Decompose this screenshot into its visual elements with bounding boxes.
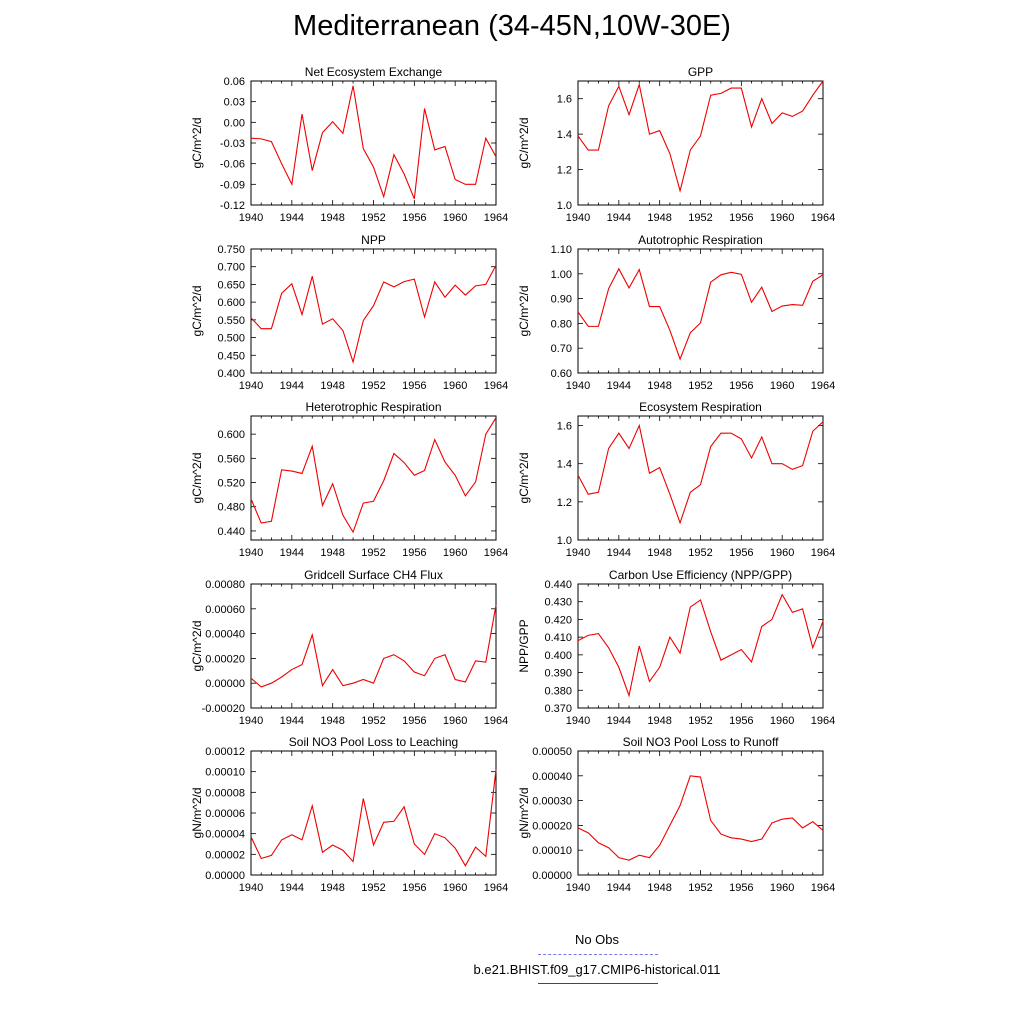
x-tick-label: 1952: [361, 547, 386, 559]
x-tick-label: 1956: [729, 715, 754, 727]
x-tick-label: 1940: [565, 547, 591, 559]
chart-title: Soil NO3 Pool Loss to Runoff: [622, 735, 779, 749]
x-tick-label: 1944: [606, 212, 632, 224]
y-tick-label: 0.00000: [532, 870, 572, 882]
y-tick-label: 1.00: [550, 268, 572, 281]
y-tick-label: 0.00020: [205, 653, 245, 666]
x-tick-label: 1964: [810, 715, 836, 727]
y-tick-label: 0.00002: [205, 849, 245, 862]
x-tick-label: 1956: [402, 212, 427, 224]
y-tick-label: 0.00004: [205, 828, 245, 841]
y-tick-label: 0.600: [217, 429, 245, 442]
y-tick-label: 1.2: [556, 164, 572, 177]
chart-panel-8: [517, 568, 835, 727]
x-tick-label: 1940: [238, 547, 264, 559]
x-tick-label: 1960: [442, 212, 468, 224]
y-tick-label: 0.00000: [205, 870, 245, 882]
series-line: [578, 776, 823, 860]
y-axis-label: gN/m^2/d: [190, 787, 204, 839]
x-tick-label: 1964: [483, 547, 509, 559]
y-tick-label: 0.400: [217, 368, 245, 380]
x-tick-label: 1940: [238, 212, 264, 224]
y-tick-label: 0.500: [217, 332, 245, 345]
y-tick-label: -0.09: [219, 179, 245, 192]
x-tick-label: 1952: [688, 715, 713, 727]
y-tick-label: 1.6: [556, 420, 572, 433]
x-tick-label: 1948: [647, 715, 672, 727]
y-tick-label: 0.650: [217, 279, 245, 292]
x-tick-label: 1952: [688, 380, 713, 392]
chart-panel-7: [190, 568, 508, 727]
chart-title: Heterotrophic Respiration: [305, 400, 442, 414]
chart-title: Ecosystem Respiration: [639, 400, 762, 414]
y-tick-label: 0.450: [217, 350, 245, 363]
series-line: [578, 269, 823, 359]
y-tick-label: 0.400: [544, 649, 572, 662]
y-axis-label: gC/m^2/d: [190, 452, 204, 504]
x-tick-label: 1948: [320, 882, 345, 894]
y-tick-label: 0.00010: [205, 766, 245, 779]
y-tick-label: 0.390: [544, 667, 572, 680]
series-line: [578, 422, 823, 523]
y-tick-label: 0.700: [217, 261, 245, 274]
x-tick-label: 1948: [647, 380, 672, 392]
chart-panel-3: [190, 233, 508, 392]
figure-title: Mediterranean (34-45N,10W-30E): [293, 10, 731, 42]
y-tick-label: 1.6: [556, 93, 572, 106]
x-tick-label: 1956: [729, 212, 754, 224]
x-tick-label: 1948: [320, 715, 345, 727]
plot-frame: [251, 584, 496, 708]
x-tick-label: 1952: [361, 212, 386, 224]
y-tick-label: 0.80: [550, 318, 572, 331]
x-tick-label: 1944: [279, 715, 305, 727]
chart-panel-10: [517, 735, 835, 894]
x-tick-label: 1944: [606, 380, 632, 392]
legend-line-model-run: [538, 983, 658, 984]
x-tick-label: 1964: [810, 547, 836, 559]
y-tick-label: 0.00040: [205, 628, 245, 641]
series-line: [251, 770, 496, 866]
x-tick-label: 1956: [729, 547, 754, 559]
series-line: [251, 86, 496, 199]
y-tick-label: 0.60: [550, 368, 572, 380]
y-tick-label: -0.03: [219, 138, 245, 150]
x-tick-label: 1956: [402, 715, 427, 727]
y-tick-label: 0.00006: [205, 808, 245, 820]
y-tick-label: 0.600: [217, 297, 245, 310]
series-line: [251, 265, 496, 362]
y-tick-label: 1.4: [556, 129, 572, 142]
chart-title: Carbon Use Efficiency (NPP/GPP): [608, 568, 793, 582]
x-tick-label: 1960: [442, 715, 468, 727]
y-tick-label: 1.0: [556, 200, 572, 212]
plot-frame: [578, 416, 823, 540]
y-tick-label: 0.410: [544, 632, 572, 645]
y-tick-label: 0.00060: [205, 603, 245, 616]
y-tick-label: 0.440: [544, 579, 572, 591]
x-tick-label: 1952: [688, 212, 713, 224]
x-tick-label: 1948: [320, 380, 345, 392]
y-tick-label: 0.430: [544, 596, 572, 609]
y-tick-label: 0.00050: [532, 746, 572, 758]
x-tick-label: 1956: [402, 380, 427, 392]
x-tick-label: 1964: [483, 212, 509, 224]
x-tick-label: 1960: [769, 882, 795, 894]
y-tick-label: 0.00008: [205, 787, 245, 800]
y-tick-label: 0.00000: [205, 678, 245, 691]
chart-title: Autotrophic Respiration: [638, 233, 763, 247]
chart-panel-1: [190, 65, 508, 224]
plot-frame: [251, 416, 496, 540]
x-tick-label: 1940: [565, 380, 591, 392]
y-tick-label: 0.00080: [205, 579, 245, 591]
y-tick-label: 0.480: [217, 501, 245, 514]
x-tick-label: 1964: [483, 380, 509, 392]
x-tick-label: 1956: [402, 882, 427, 894]
y-tick-label: 0.550: [217, 314, 245, 327]
chart-title: GPP: [687, 65, 714, 79]
x-tick-label: 1944: [279, 547, 305, 559]
x-tick-label: 1952: [361, 882, 386, 894]
x-tick-label: 1944: [606, 547, 632, 559]
plot-frame: [251, 751, 496, 875]
chart-title: Gridcell Surface CH4 Flux: [304, 568, 443, 582]
series-line: [578, 595, 823, 696]
x-tick-label: 1940: [565, 212, 591, 224]
y-tick-label: 0.00040: [532, 770, 572, 783]
x-tick-label: 1964: [810, 882, 836, 894]
y-axis-label: gC/m^2/d: [190, 117, 204, 169]
x-tick-label: 1948: [647, 547, 672, 559]
x-tick-label: 1960: [769, 380, 795, 392]
x-tick-label: 1944: [606, 715, 632, 727]
y-tick-label: 0.90: [550, 293, 572, 306]
chart-title: Soil NO3 Pool Loss to Leaching: [288, 735, 459, 749]
chart-panel-6: [517, 400, 835, 559]
y-tick-label: 0.00012: [205, 746, 245, 758]
y-tick-label: 1.4: [556, 458, 572, 471]
x-tick-label: 1960: [442, 547, 468, 559]
x-tick-label: 1944: [279, 212, 305, 224]
plot-frame: [578, 751, 823, 875]
y-tick-label: 0.380: [544, 685, 572, 698]
y-axis-label: NPP/GPP: [517, 619, 531, 673]
x-tick-label: 1964: [810, 380, 836, 392]
x-tick-label: 1944: [279, 380, 305, 392]
x-tick-label: 1964: [483, 882, 509, 894]
legend: [0, 930, 1024, 1000]
x-tick-label: 1940: [238, 380, 264, 392]
y-axis-label: gC/m^2/d: [190, 620, 204, 672]
plot-frame: [251, 81, 496, 205]
x-tick-label: 1960: [442, 882, 468, 894]
legend-label-no-obs: No Obs: [574, 932, 620, 947]
y-tick-label: 0.560: [217, 453, 245, 466]
x-tick-label: 1940: [238, 882, 264, 894]
y-tick-label: 0.03: [223, 96, 245, 109]
series-line: [251, 418, 496, 532]
y-axis-label: gC/m^2/d: [190, 285, 204, 337]
y-tick-label: 0.00: [223, 117, 245, 130]
x-tick-label: 1960: [769, 547, 795, 559]
y-axis-label: gN/m^2/d: [517, 787, 531, 839]
y-tick-label: 0.520: [217, 477, 245, 490]
chart-title: Net Ecosystem Exchange: [304, 65, 443, 79]
y-axis-label: gC/m^2/d: [517, 117, 531, 169]
x-tick-label: 1952: [688, 547, 713, 559]
x-tick-label: 1952: [688, 882, 713, 894]
x-tick-label: 1948: [647, 882, 672, 894]
x-tick-label: 1948: [647, 212, 672, 224]
x-tick-label: 1960: [769, 715, 795, 727]
legend-line-no-obs: [538, 954, 658, 955]
chart-panel-4: [517, 233, 835, 392]
y-tick-label: -0.00020: [201, 703, 245, 715]
plot-frame: [578, 81, 823, 205]
chart-panel-5: [190, 400, 508, 559]
y-tick-label: 1.0: [556, 535, 572, 547]
x-tick-label: 1956: [402, 547, 427, 559]
y-tick-label: 0.370: [544, 703, 572, 715]
y-tick-label: 0.00010: [532, 845, 572, 858]
plot-frame: [578, 249, 823, 373]
x-tick-label: 1944: [279, 882, 305, 894]
x-tick-label: 1944: [606, 882, 632, 894]
y-tick-label: 0.00020: [532, 820, 572, 833]
x-tick-label: 1948: [320, 547, 345, 559]
x-tick-label: 1956: [729, 882, 754, 894]
x-tick-label: 1956: [729, 380, 754, 392]
series-line: [251, 605, 496, 687]
x-tick-label: 1940: [238, 715, 264, 727]
y-tick-label: -0.06: [219, 158, 245, 171]
x-tick-label: 1960: [769, 212, 795, 224]
y-tick-label: 1.10: [550, 244, 572, 256]
x-tick-label: 1940: [565, 715, 591, 727]
y-tick-label: 0.440: [217, 525, 245, 538]
y-tick-label: 0.06: [223, 76, 245, 88]
x-tick-label: 1964: [810, 212, 836, 224]
y-tick-label: 0.00030: [532, 795, 572, 808]
chart-panel-2: [517, 65, 835, 224]
y-axis-label: gC/m^2/d: [517, 452, 531, 504]
plot-frame: [251, 249, 496, 373]
y-tick-label: 0.750: [217, 244, 245, 256]
y-tick-label: 0.420: [544, 614, 572, 627]
y-tick-label: -0.12: [219, 200, 245, 212]
series-line: [578, 81, 823, 191]
x-tick-label: 1948: [320, 212, 345, 224]
y-axis-label: gC/m^2/d: [517, 285, 531, 337]
chart-panel-9: [190, 735, 508, 894]
chart-title: NPP: [361, 233, 386, 247]
y-tick-label: 0.70: [550, 343, 572, 356]
y-tick-label: 1.2: [556, 496, 572, 509]
x-tick-label: 1952: [361, 715, 386, 727]
x-tick-label: 1960: [442, 380, 468, 392]
x-tick-label: 1964: [483, 715, 509, 727]
legend-label-model-run: b.e21.BHIST.f09_g17.CMIP6-historical.011: [473, 962, 721, 977]
x-tick-label: 1952: [361, 380, 386, 392]
x-tick-label: 1940: [565, 882, 591, 894]
